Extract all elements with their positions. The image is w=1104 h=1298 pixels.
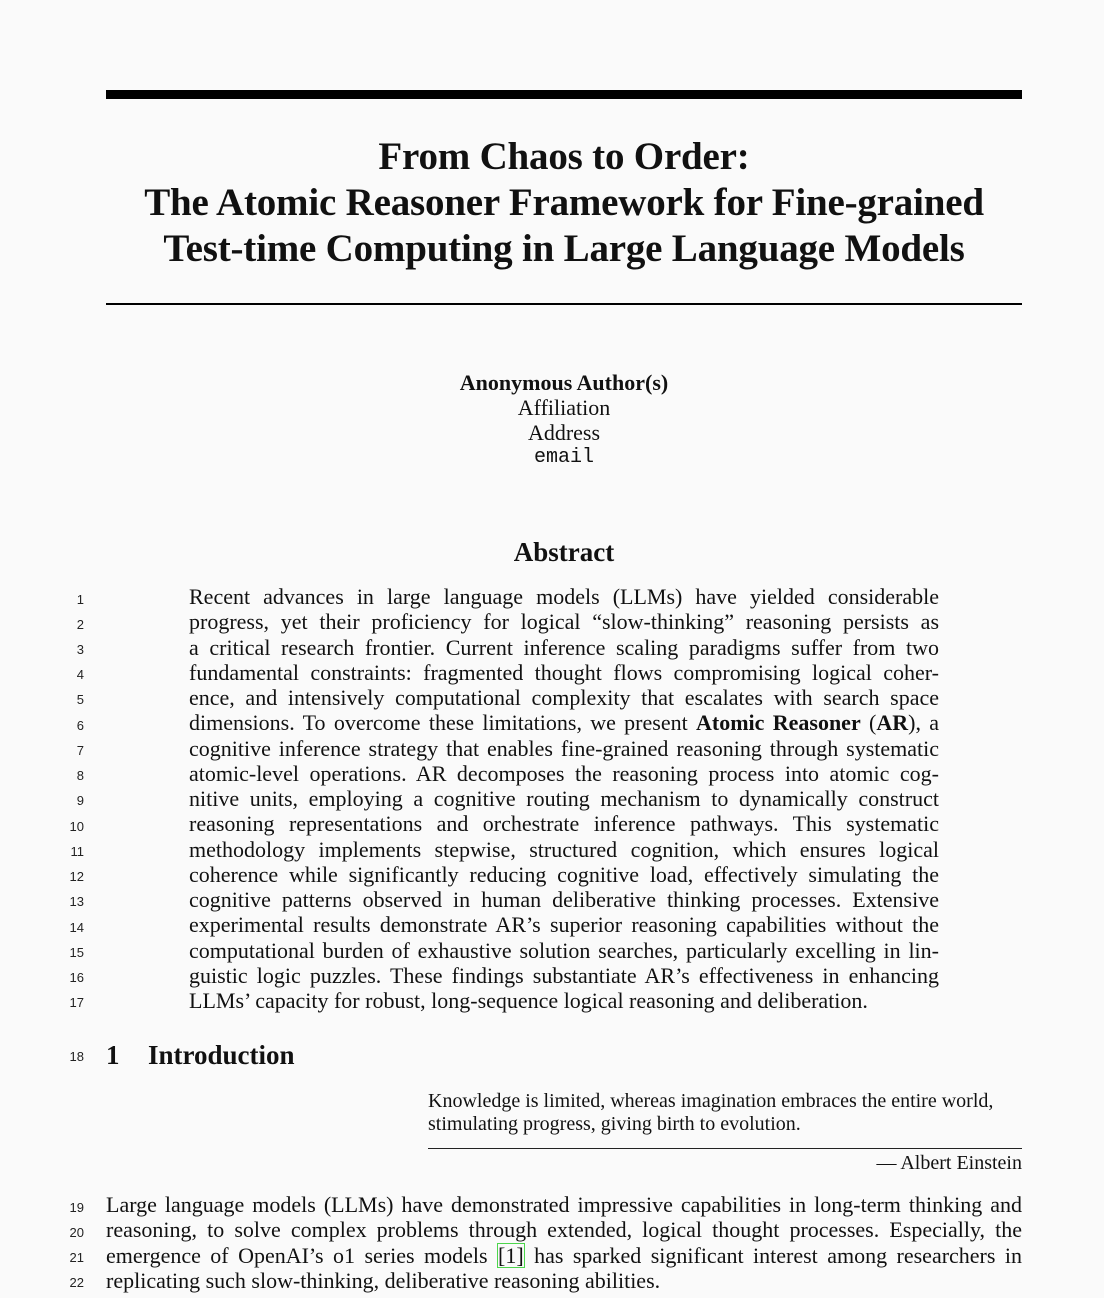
quote-rule [428, 1148, 1022, 1149]
abstract-line: nitive units, employing a cognitive routing mechanism to dynamically construct [189, 786, 939, 811]
intro-line: reasoning, to solve complex problems through extended, logical thought processes. Especially, the [106, 1217, 1022, 1243]
intro-text: has sparked significant interest among researchers in [524, 1242, 1022, 1268]
line-number: 15 [69, 945, 84, 960]
method-name: Atomic Reasoner [696, 710, 861, 736]
line-number: 4 [76, 667, 84, 682]
abstract-text: ( [860, 710, 877, 736]
abstract-line: ence, and intensively computational complexity that escalates with search space [189, 685, 939, 710]
line-number: 8 [76, 768, 84, 783]
email: email [533, 446, 594, 469]
line-number: 18 [69, 1049, 84, 1064]
line-number: 3 [76, 642, 84, 657]
quote-line: stimulating progress, giving birth to evolution. [428, 1113, 801, 1135]
abstract-line: atomic-level operations. AR decomposes the reasoning process into atomic cog- [189, 760, 939, 786]
abstract-line: Recent advances in large language models (LLMs) have yielded considerable [189, 584, 939, 609]
abstract-text: ), a [908, 710, 940, 736]
abstract-line: cognitive patterns observed in human deliberative thinking processes. Extensive [189, 887, 939, 912]
abstract-line: reasoning representations and orchestrate inference pathways. This systematic [189, 811, 939, 837]
line-number: 10 [69, 819, 84, 834]
line-number: 2 [76, 617, 84, 632]
line-number: 1 [76, 592, 84, 607]
introduction-body [106, 1192, 1022, 1293]
intro-line [106, 1243, 1022, 1268]
abstract-line [189, 710, 939, 735]
abstract-line: progress, yet their proficiency for logical “slow-thinking” reasoning persists as [189, 609, 939, 635]
section-number: 1 [106, 1040, 120, 1070]
quote-author: — Albert Einstein [876, 1152, 1022, 1174]
intro-line: Large language models (LLMs) have demonstrated impressive capabilities in long-term thinking and [106, 1192, 1022, 1217]
quote-line: Knowledge is limited, whereas imagination embraces the entire world, [428, 1090, 994, 1112]
line-number: 6 [76, 718, 84, 733]
abstract-line: guistic logic puzzles. These findings substantiate AR’s effectiveness in enhancing [189, 962, 939, 988]
abstract-line: experimental results demonstrate AR’s superior reasoning capabilities without the [189, 912, 939, 938]
abstract-line: methodology implements stepwise, structured cognition, which ensures logical [189, 836, 939, 862]
address: Address [527, 420, 601, 445]
abstract-line: coherence while significantly reducing cognitive load, effectively simulating the [189, 861, 939, 887]
epigraph-quote [428, 1090, 1022, 1136]
abstract-line: a critical research frontier. Current inference scaling paradigms suffer from two [189, 634, 939, 660]
paper-title [106, 134, 1022, 272]
line-number: 22 [69, 1275, 84, 1290]
abstract-line: cognitive inference strategy that enables fine-grained reasoning through systematic [189, 735, 939, 761]
line-number: 13 [69, 894, 84, 909]
line-number: 11 [70, 844, 84, 859]
line-number: 20 [69, 1225, 84, 1240]
line-number: 12 [69, 869, 84, 884]
abstract-body [189, 584, 939, 1013]
title-top-rule [106, 90, 1022, 99]
line-number: 5 [76, 692, 84, 707]
affiliation: Affiliation [517, 395, 611, 420]
citation-link[interactable]: [1] [498, 1242, 524, 1268]
line-number: 14 [69, 920, 84, 935]
line-number: 17 [69, 995, 84, 1010]
author-block [106, 370, 1022, 470]
title-line-2: The Atomic Reasoner Framework for Fine-grained [144, 181, 984, 224]
line-number: 21 [69, 1250, 84, 1265]
intro-text: emergence of OpenAI’s o1 series models [106, 1242, 497, 1268]
line-number: 19 [69, 1200, 84, 1215]
section-title: Introduction [148, 1040, 295, 1070]
author-name: Anonymous Author(s) [459, 370, 669, 395]
title-line-1: From Chaos to Order: [378, 135, 750, 178]
title-bottom-rule [106, 303, 1022, 305]
line-number: 16 [69, 970, 84, 985]
abstract-line: fundamental constraints: fragmented thought flows compromising logical coher- [189, 659, 939, 685]
abstract-heading: Abstract [513, 537, 615, 567]
line-number: 7 [76, 743, 84, 758]
section-heading-introduction [106, 1039, 295, 1071]
abstract-line: LLMs’ capacity for robust, long-sequence logical reasoning and deliberation. [189, 988, 868, 1013]
title-line-3: Test-time Computing in Large Language Models [163, 227, 965, 270]
abstract-text: dimensions. To overcome these limitations, we present [189, 710, 697, 736]
method-abbrev: AR [876, 710, 909, 736]
line-number: 9 [76, 793, 84, 808]
intro-line: replicating such slow-thinking, deliberative reasoning abilities. [106, 1267, 661, 1293]
abstract-line: computational burden of exhaustive solution searches, particularly excelling in lin- [189, 937, 939, 963]
